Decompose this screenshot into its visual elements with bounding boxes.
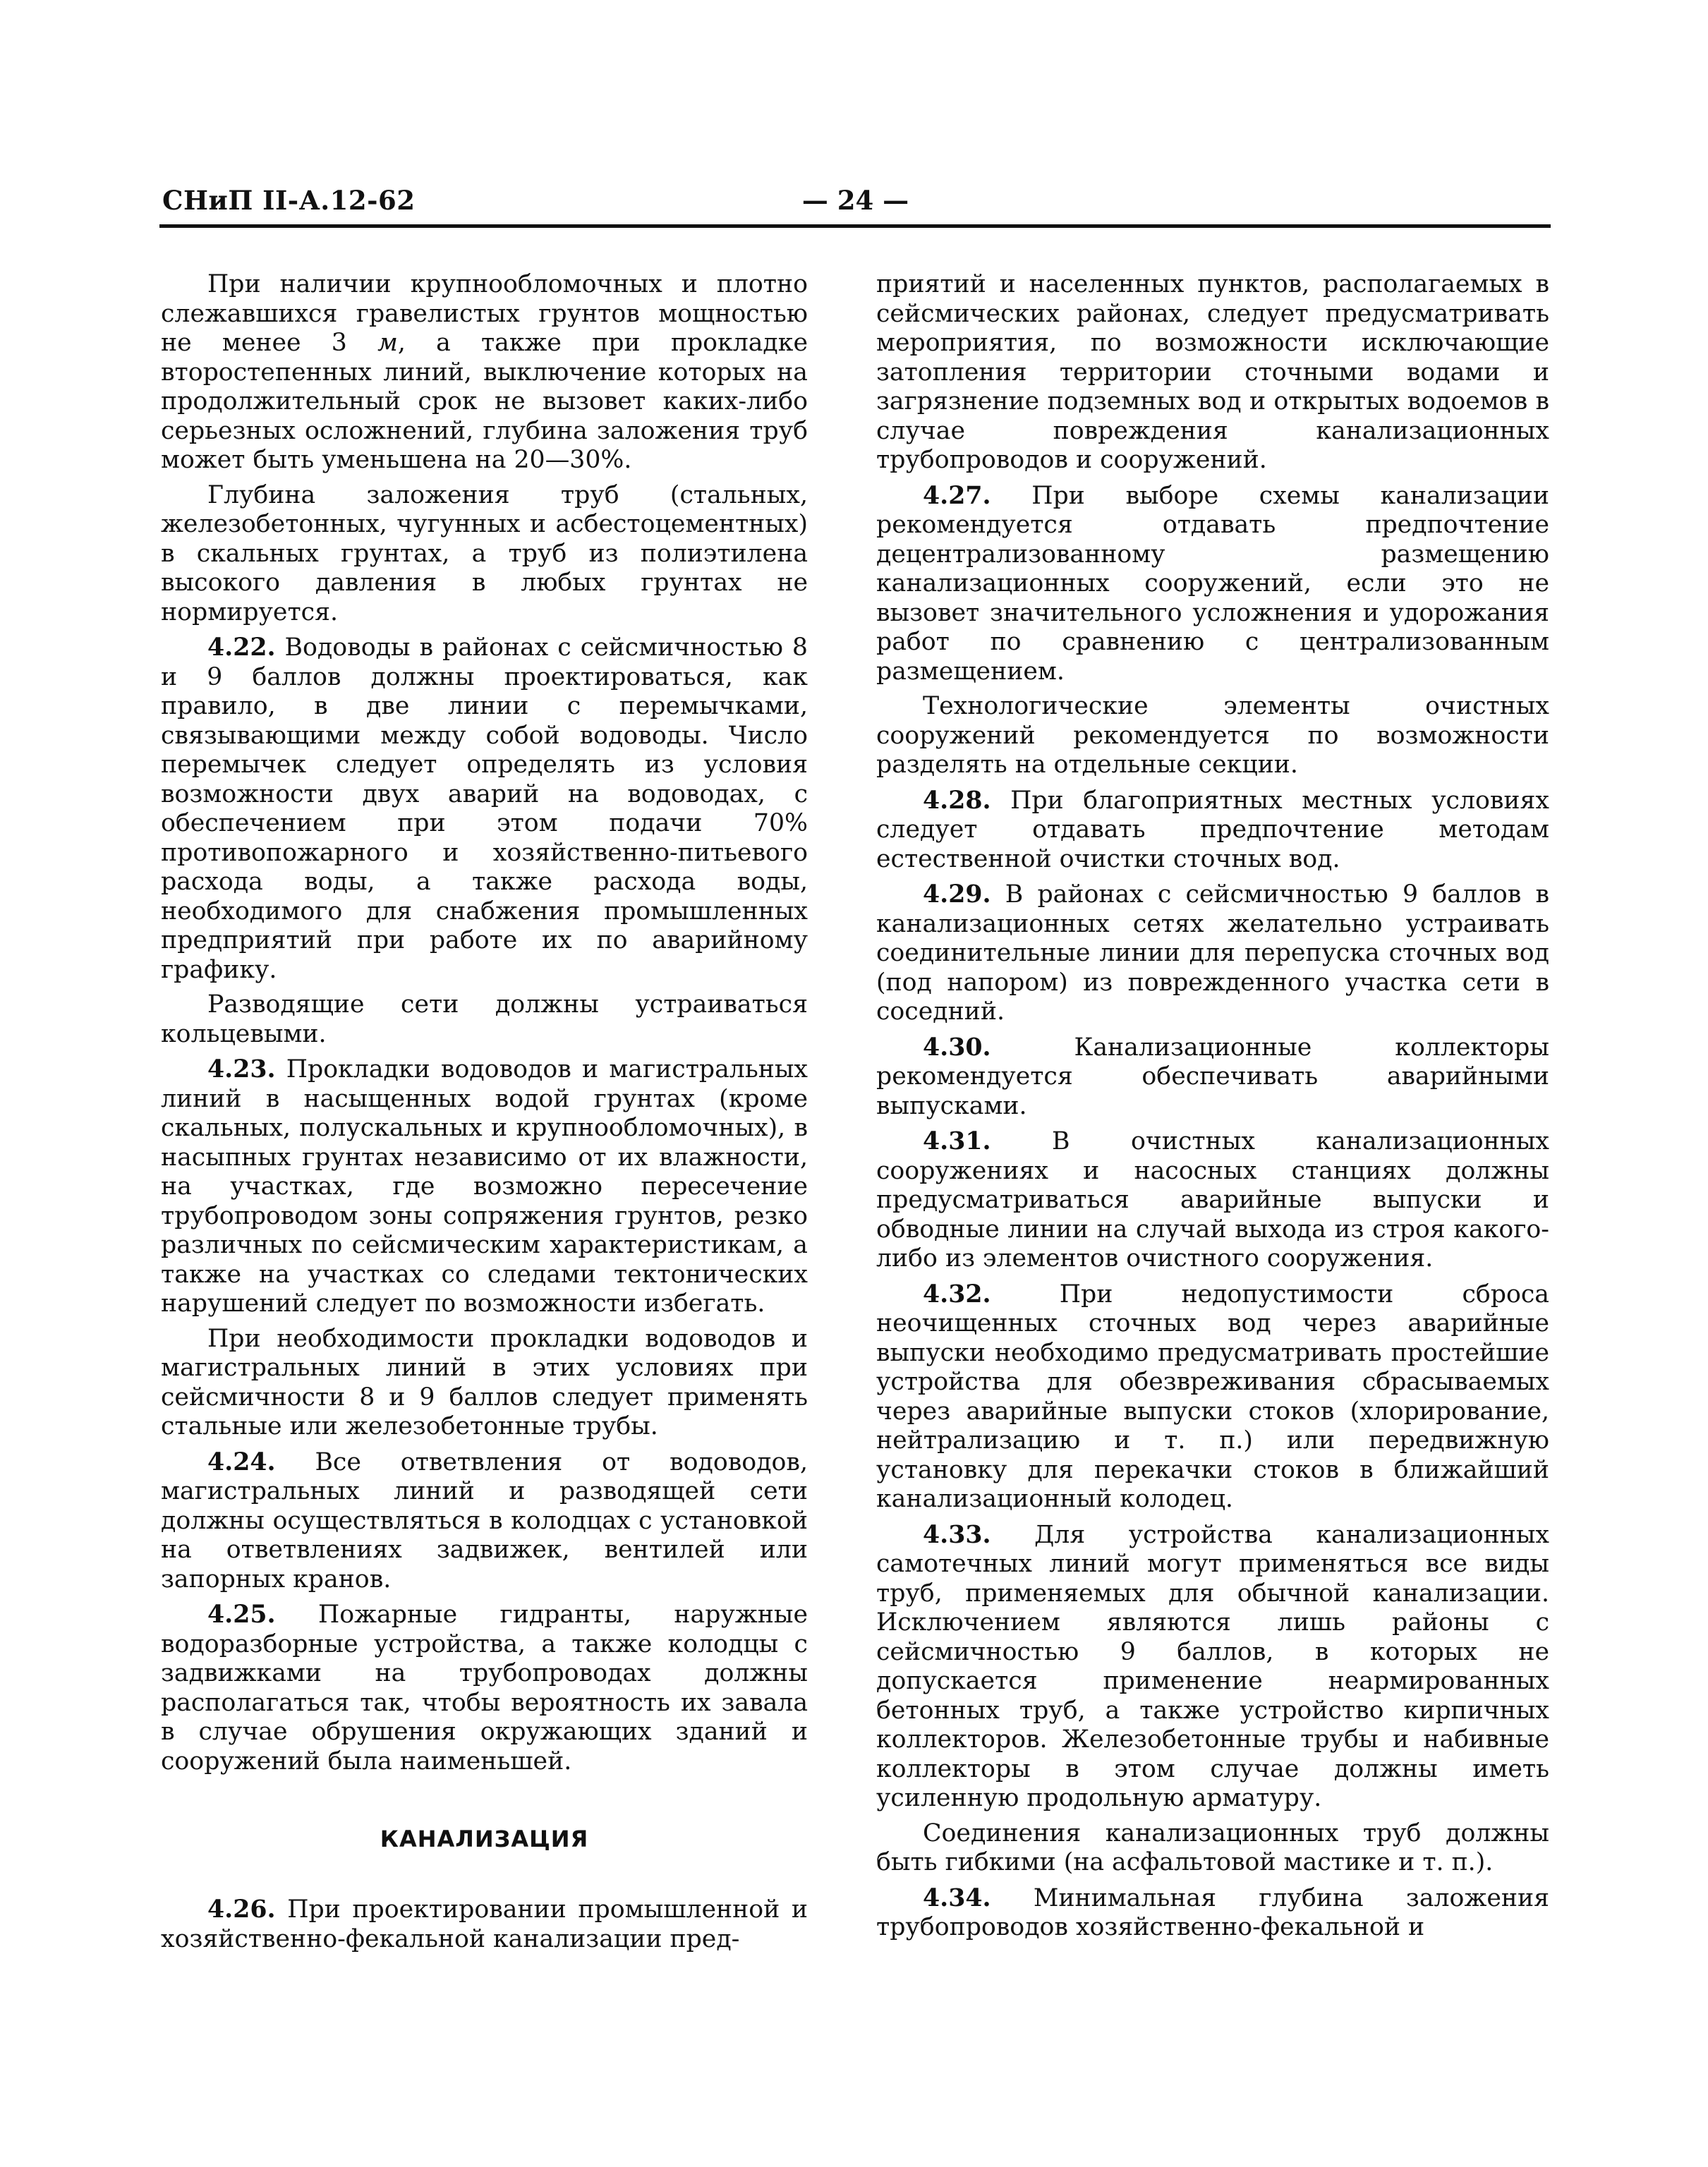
clause-number: 4.22. xyxy=(207,633,276,662)
clause-text: При проектировании промышленной и хозяйственно-фекальной канализации пред- xyxy=(161,1895,808,1953)
clause-number: 4.24. xyxy=(207,1447,276,1476)
clause-number: 4.31. xyxy=(923,1127,991,1155)
clause-4-24 xyxy=(161,1447,808,1595)
clause-4-33 xyxy=(876,1520,1549,1814)
clause-text: Прокладки водоводов и магистральных линий в насыщенных водой грунтах (кроме скальных, полускальных и крупнообломочных), в насыпных грунтах независимо от их влажности, на участках, где возможно пересечение трубопроводом зоны сопряжения грунтов, резко различных по сейсмическим характеристикам, а также на участках со следами тектонических нарушений следует по возможности избегать. xyxy=(161,1055,808,1318)
clause-4-28 xyxy=(876,786,1549,875)
clause-number: 4.33. xyxy=(923,1519,991,1549)
clause-number: 4.32. xyxy=(923,1279,991,1309)
right-column xyxy=(876,270,1549,1948)
section-heading: КАНАЛИЗАЦИЯ xyxy=(380,1826,589,1852)
clause-number: 4.25. xyxy=(207,1600,276,1629)
clause-text: При недопустимости сброса неочищенных сточных вод через аварийные выпуски необходимо предусматривать простейшие устройства для обезвреживания сбрасываемых через аварийные выпуски стоков (хлорирование, нейтрализацию и т. п.) или передвижную установку для перекачки стоков в ближайший канализационный колодец. xyxy=(876,1280,1549,1513)
clause-text: В очистных канализационных сооружениях и насосных станциях должны предусматриваться аварийные выпуски и обводные линии на случай выхода из строя какого-либо из элементов очистного сооружения. xyxy=(876,1127,1549,1273)
header-rule xyxy=(159,224,1551,228)
paragraph-steel-pipes: При необходимости прокладки водоводов и магистральных линий в этих условиях при сейсмичности 8 и 9 баллов следует применять стальные или железобетонные трубы. xyxy=(161,1324,808,1440)
clause-number: 4.23. xyxy=(207,1055,276,1084)
clause-4-23 xyxy=(161,1055,808,1319)
clause-4-27 xyxy=(876,481,1549,687)
clause-4-25 xyxy=(161,1600,808,1776)
clause-4-26 xyxy=(161,1895,808,1954)
paragraph-soil-depth xyxy=(161,270,808,475)
clause-4-34 xyxy=(876,1883,1549,1943)
clause-text: Канализационные коллекторы рекомендуется обеспечивать аварийными выпусками. xyxy=(876,1033,1549,1120)
clause-number: 4.28. xyxy=(923,785,991,815)
paragraph-ring-networks: Разводящие сети должны устраиваться кольцевыми. xyxy=(161,990,808,1048)
clause-text: При выборе схемы канализации рекомендуется отдавать предпочтение децентрализованному размещению канализационных сооружений, если это не вызовет значительного усложнения и удорожания работ по сравнению с централизованным размещением. xyxy=(876,481,1549,686)
clause-4-22 xyxy=(161,633,808,985)
clause-number: 4.34. xyxy=(923,1883,991,1912)
paragraph-rock-depth: Глубина заложения труб (стальных, железобетонных, чугунных и асбестоцементных) в скальных грунтах, а труб из полиэтилена высокого давления в любых грунтах не нормируется. xyxy=(161,480,808,626)
clause-text: Все ответвления от водоводов, магистральных линий и разводящей сети должны осуществляться в колодцах с установкой на ответвлениях задвижек, вентилей или запорных кранов. xyxy=(161,1447,808,1594)
paragraph-treatment-sections: Технологические элементы очистных сооружений рекомендуется по возможности разделять на отдельные секции. xyxy=(876,692,1549,779)
clause-text: При благоприятных местных условиях следует отдавать предпочтение методам естественной очистки сточных вод. xyxy=(876,786,1549,873)
clause-4-31 xyxy=(876,1127,1549,1274)
clause-text: Для устройства канализационных самотечных линий могут применяться все виды труб, применяемых для обычной канализации. Исключением являются лишь районы с сейсмичностью 9 баллов, в которых не допускается применение неармированных бетонных труб, а также устройство кирпичных коллекторов. Железобетонные трубы и набивные коллекторы в этом случае должны иметь усиленную продольную арматуру. xyxy=(876,1520,1549,1812)
clause-number: 4.27. xyxy=(923,480,991,510)
clause-number: 4.29. xyxy=(923,880,991,909)
unit-text: м xyxy=(377,329,398,357)
paragraph-text: При наличии крупнообломочных и плотно слежавшихся гравелистых грунтов мощностью не менее 3 xyxy=(161,270,808,357)
clause-4-32 xyxy=(876,1280,1549,1515)
page-number: — 24 — xyxy=(801,185,909,216)
left-column xyxy=(161,270,808,1960)
clause-text: В районах с сейсмичностью 9 баллов в канализационных сетях желательно устраивать соединительные линии для перепуска сточных вод (под напором) из поврежденного участка сети в соседний. xyxy=(876,880,1549,1026)
running-header xyxy=(162,185,1549,220)
clause-text: Пожарные гидранты, наружные водоразборные устройства, а также колодцы с задвижками на трубопроводах должны располагаться так, чтобы вероятность их завала в случае обрушения окружающих зданий и сооружений была наименьшей. xyxy=(161,1601,808,1776)
paragraph-flexible-joints: Соединения канализационных труб должны быть гибкими (на асфальтовой мастике и т. п.). xyxy=(876,1819,1549,1876)
clause-4-29 xyxy=(876,880,1549,1027)
clause-number: 4.30. xyxy=(923,1032,991,1062)
clause-text: Минимальная глубина заложения трубопроводов хозяйственно-фекальной и xyxy=(876,1883,1549,1941)
clause-number: 4.26. xyxy=(207,1895,276,1924)
clause-4-26-continued: приятий и населенных пунктов, располагаемых в сейсмических районах, следует предусматривать мероприятия, по возможности исключающие затопления территории сточными водами и загрязнение подземных вод и открытых водоемов в случае повреждения канализационных трубопроводов и сооружений. xyxy=(876,270,1549,474)
document-code: СНиП II-А.12-62 xyxy=(162,185,416,216)
clause-text: Водоводы в районах с сейсмичностью 8 и 9 баллов должны проектироваться, как правило, в две линии с перемычками, связывающими между собой водоводы. Число перемычек следует определять из условия возможности двух аварий на водоводах, с обеспечением при этом подачи 70% противопожарного и хозяйственно-питьевого расхода воды, а также расхода воды, необходимого для снабжения промышленных предприятий при работе их по аварийному графику. xyxy=(161,633,808,984)
paragraph-text: , а также при прокладке второстепенных линий, выключение которых на продолжительный срок не вызовет каких-либо серьезных осложнений, глубина заложения труб может быть уменьшена на 20—30%. xyxy=(161,329,808,474)
clause-4-30 xyxy=(876,1033,1549,1122)
